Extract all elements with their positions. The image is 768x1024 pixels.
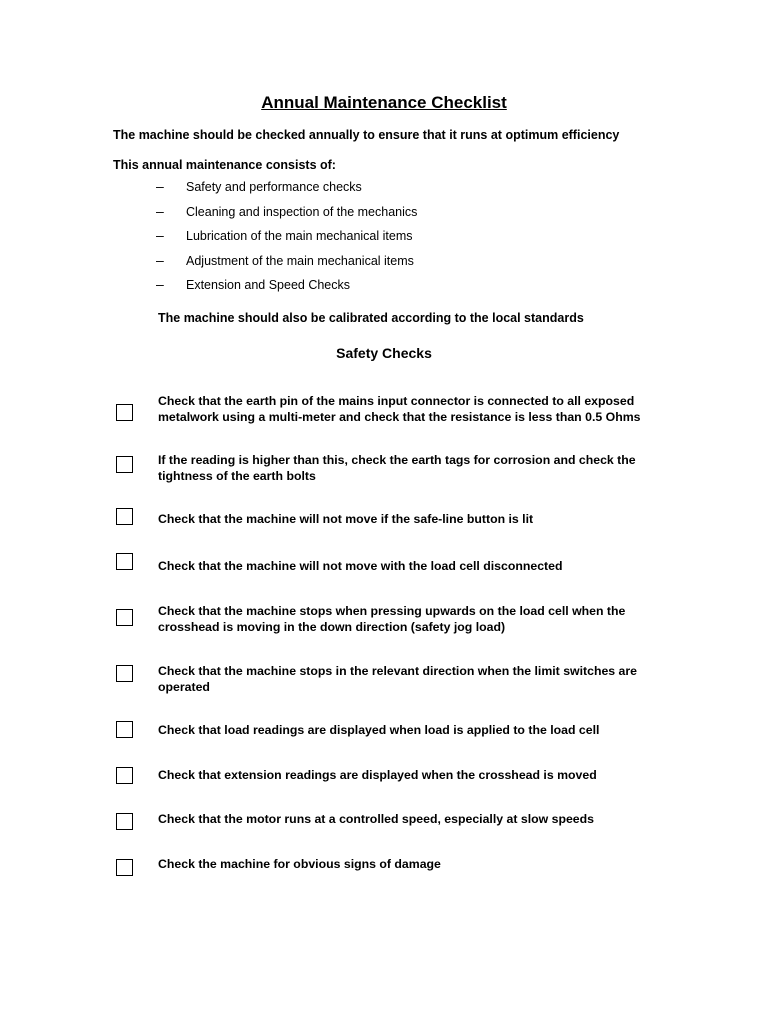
- check-label: If the reading is higher than this, check the earth tags for corrosion and check the tightness of the earth bolts: [158, 453, 636, 483]
- calibration-note: The machine should also be calibrated according to the local standards: [158, 311, 584, 325]
- document-title: Annual Maintenance Checklist: [261, 93, 507, 112]
- checkbox[interactable]: [116, 553, 133, 570]
- checkbox[interactable]: [116, 665, 133, 682]
- list-item: [156, 251, 417, 279]
- dash-icon: –: [156, 178, 164, 194]
- checkbox[interactable]: [116, 404, 133, 421]
- dash-icon: –: [156, 276, 164, 293]
- dash-icon: –: [156, 227, 164, 244]
- list-item-label: Safety and performance checks: [186, 180, 362, 194]
- check-label: Check that load readings are displayed when load is applied to the load cell: [158, 723, 600, 737]
- checkbox[interactable]: [116, 721, 133, 738]
- list-item-label: Cleaning and inspection of the mechanics: [186, 204, 418, 219]
- list-item: [156, 202, 418, 230]
- dash-icon: –: [156, 251, 164, 268]
- checkbox[interactable]: [116, 508, 133, 525]
- list-item: [156, 278, 417, 303]
- list-item-label: Lubrication of the main mechanical items: [186, 229, 413, 244]
- check-label: Check that the machine will not move if the safe-line button is lit: [158, 512, 534, 526]
- check-label: Check the machine for obvious signs of damage: [158, 857, 441, 871]
- dash-icon: –: [156, 202, 164, 219]
- checkbox[interactable]: [116, 609, 133, 626]
- checkbox[interactable]: [116, 456, 133, 473]
- checkbox[interactable]: [116, 859, 133, 876]
- list-item: [156, 229, 417, 254]
- check-label: Check that the machine stops when pressing upwards on the load cell when the crosshead is moving in the down direction (safety jog load): [158, 604, 626, 634]
- list-item: [156, 180, 417, 205]
- list-item-label: Extension and Speed Checks: [186, 278, 350, 293]
- consists-heading: This annual maintenance consists of:: [113, 158, 336, 172]
- section-title-safety-checks: Safety Checks: [336, 345, 432, 361]
- check-label: Check that extension readings are displayed when the crosshead is moved: [158, 768, 597, 782]
- maintenance-items-list: [156, 180, 417, 303]
- check-label: Check that the motor runs at a controlled speed, especially at slow speeds: [158, 812, 594, 826]
- check-label: Check that the machine will not move with the load cell disconnected: [158, 559, 563, 573]
- check-label: Check that the machine stops in the relevant direction when the limit switches are operated: [158, 664, 638, 694]
- checkbox[interactable]: [116, 767, 133, 784]
- check-label: Check that the earth pin of the mains input connector is connected to all exposed metalwork using a multi-meter and check that the resistance is less than 0.5 Ohms: [158, 394, 641, 424]
- intro-line: The machine should be checked annually to ensure that it runs at optimum efficiency: [113, 128, 620, 142]
- list-item-label: Adjustment of the main mechanical items: [186, 253, 414, 268]
- checkbox[interactable]: [116, 813, 133, 830]
